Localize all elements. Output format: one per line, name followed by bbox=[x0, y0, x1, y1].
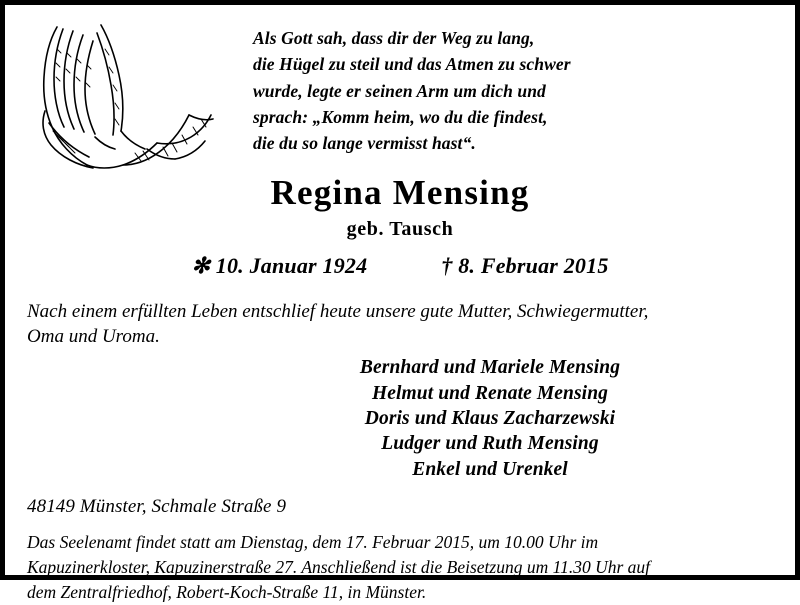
verse-line: sprach: „Komm heim, wo du die findest, bbox=[253, 106, 548, 127]
verse-line: die Hügel zu steil und das Atmen zu schwer bbox=[253, 54, 571, 75]
deceased-maiden-name: geb. Tausch bbox=[346, 218, 454, 241]
verse-line: die du so lange vermisst hast“. bbox=[253, 133, 476, 153]
verse-text bbox=[217, 19, 773, 156]
address-line: 48149 Münster, Schmale Straße 9 bbox=[27, 496, 287, 518]
praying-hands-icon bbox=[27, 19, 217, 169]
obituary-content bbox=[5, 5, 795, 602]
service-line: Kapuzinerkloster, Kapuzinerstraße 27. Anschließend ist die Beisetzung um 11.30 Uhr auf bbox=[27, 556, 651, 577]
death-date: † 8. Februar 2015 bbox=[441, 253, 609, 279]
family-member-line: Helmut und Renate Mensing bbox=[371, 382, 608, 404]
message-line: Oma und Uroma. bbox=[27, 326, 160, 348]
service-line: Das Seelenamt findet statt am Dienstag, dem 17. Februar 2015, um 10.00 Uhr im bbox=[27, 532, 599, 553]
life-dates bbox=[27, 253, 773, 279]
verse-line: Als Gott sah, dass dir der Weg zu lang, bbox=[253, 28, 535, 48]
family-member-line: Enkel und Urenkel bbox=[412, 458, 568, 480]
deceased-name: Regina Mensing bbox=[270, 173, 530, 212]
service-line: dem Zentralfriedhof, Robert-Koch-Straße 11, in Münster. bbox=[27, 581, 427, 602]
message-line: Nach einem erfüllten Leben entschlief heute unsere gute Mutter, Schwiegermutter, bbox=[27, 301, 649, 323]
verse-line: wurde, legte er seinen Arm um dich und bbox=[253, 80, 546, 101]
family-list bbox=[27, 355, 773, 482]
announcement-message bbox=[27, 299, 773, 349]
service-details bbox=[27, 530, 773, 605]
family-member-line: Bernhard und Mariele Mensing bbox=[359, 357, 621, 379]
family-member-line: Doris und Klaus Zacharzewski bbox=[364, 408, 616, 430]
birth-date: ✻ 10. Januar 1924 bbox=[191, 253, 368, 279]
name-block bbox=[27, 173, 773, 279]
family-member-line: Ludger und Ruth Mensing bbox=[381, 433, 599, 455]
header-row bbox=[27, 19, 773, 169]
